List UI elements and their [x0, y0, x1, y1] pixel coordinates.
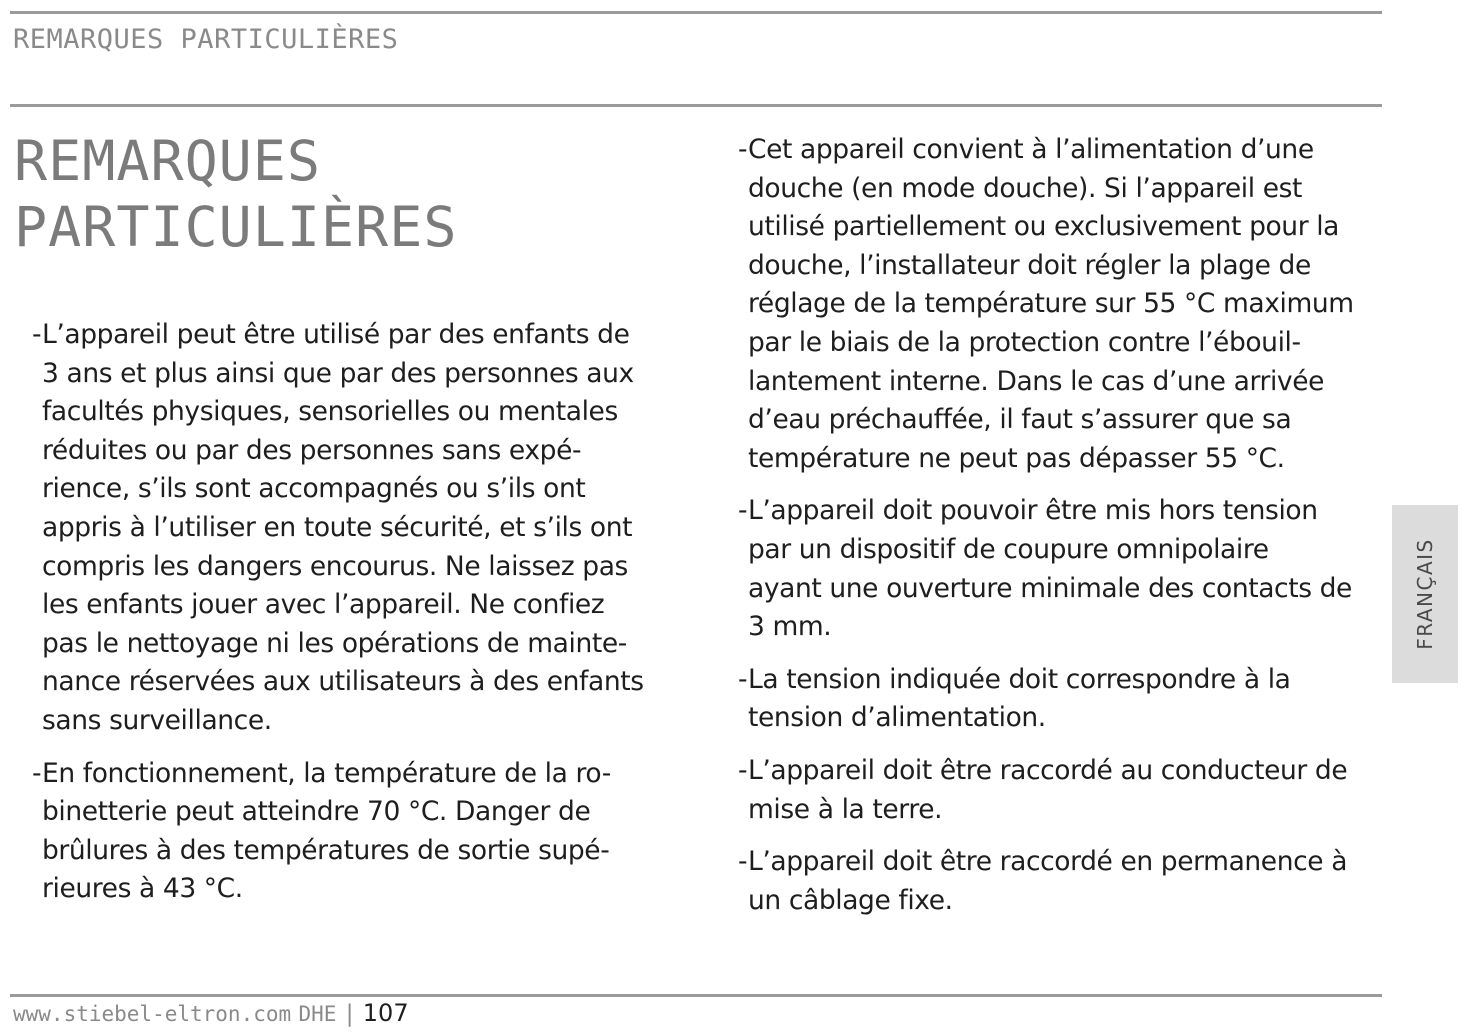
- bullet-text-line: L’appareil doit être raccordé en permanence à: [748, 846, 1348, 878]
- bullet-text-line: pas le nettoyage ni les opérations de mainte-: [42, 627, 627, 659]
- bullet-text-line: 3 mm.: [748, 611, 832, 643]
- bullet-text-line: un câblage fixe.: [748, 884, 953, 916]
- language-tab: [1392, 505, 1458, 683]
- bullet-marker: -: [738, 495, 748, 527]
- footer-url: www.stiebel-eltron.com: [13, 1002, 292, 1026]
- footer-separator: |: [345, 1001, 354, 1027]
- bullet-text-line: rience, s’ils sont accompagnés ou s’ils ont: [42, 473, 586, 505]
- bullet-text-line: réglage de la température sur 55 °C maximum: [748, 288, 1354, 320]
- bullet-marker: -: [738, 663, 748, 695]
- bullet-marker: -: [738, 754, 748, 786]
- bullet-text-line: mise à la terre.: [748, 793, 943, 825]
- bullet-marker: -: [32, 757, 42, 789]
- bullet-text-line: ayant une ouverture minimale des contacts de: [748, 572, 1352, 604]
- bullet-text-line: d’eau préchauffée, il faut s’assurer que sa: [748, 404, 1292, 436]
- bullet-item: [738, 752, 1393, 829]
- bullet-text-line: brûlures à des températures de sortie supé-: [42, 834, 610, 866]
- bullet-text-line: utilisé partiellement ou exclusivement pour la: [748, 211, 1340, 243]
- bullet-text-line: par le biais de la protection contre l’ébouil-: [748, 326, 1301, 358]
- bullet-item: [32, 316, 692, 741]
- page-title-line-2: PARTICULIÈRES: [14, 195, 458, 259]
- bullet-text-line: facultés physiques, sensorielles ou mentales: [42, 396, 618, 428]
- bullet-text-line: lantement interne. Dans le cas d’une arrivée: [748, 365, 1325, 397]
- bullet-text-line: sans surveillance.: [42, 704, 272, 736]
- bullet-marker: -: [738, 134, 748, 165]
- bullet-text-line: binetterie peut atteindre 70 °C. Danger de: [42, 796, 591, 828]
- bullet-text-line: douche (en mode douche). Si l’appareil est: [748, 172, 1303, 204]
- bullet-text-line: les enfants jouer avec l’appareil. Ne confiez: [42, 589, 605, 621]
- bullet-text-line: Cet appareil convient à l’alimentation d’une: [748, 134, 1314, 165]
- bullet-item: [32, 755, 692, 909]
- running-header: REMARQUES PARTICULIÈRES: [13, 24, 399, 55]
- bullet-marker: -: [32, 319, 42, 350]
- page-title: [14, 128, 457, 260]
- bullet-text-line: par un dispositif de coupure omnipolaire: [748, 533, 1269, 565]
- bullet-item: [738, 131, 1393, 478]
- page-title-line-1: REMARQUES: [14, 129, 322, 193]
- language-tab-label: FRANÇAIS: [1413, 538, 1437, 650]
- footer: [13, 999, 409, 1027]
- bullet-text-line: nance réservées aux utilisateurs à des enfants: [42, 666, 644, 698]
- bullet-text-line: La tension indiquée doit correspondre à la: [748, 663, 1291, 695]
- bullet-item: [738, 843, 1393, 920]
- bullet-text-line: rieures à 43 °C.: [42, 873, 243, 905]
- bullet-text-line: tension d’alimentation.: [748, 702, 1046, 734]
- bullet-marker: -: [738, 846, 748, 878]
- right-column: [738, 131, 1393, 934]
- header-bottom-rule: [10, 104, 1382, 107]
- footer-rule: [10, 994, 1382, 997]
- bullet-text-line: 3 ans et plus ainsi que par des personnes aux: [42, 357, 634, 389]
- left-column: [32, 316, 692, 923]
- bullet-text-line: compris les dangers encourus. Ne laissez pas: [42, 550, 628, 582]
- bullet-text-line: En fonctionnement, la température de la ro-: [42, 757, 611, 789]
- bullet-text-line: L’appareil peut être utilisé par des enfants de: [42, 319, 630, 350]
- page-number: 107: [362, 999, 409, 1027]
- bullet-text-line: appris à l’utiliser en toute sécurité, et s’ils ont: [42, 511, 633, 543]
- bullet-item: [738, 661, 1393, 738]
- bullet-text-line: L’appareil doit être raccordé au conducteur de: [748, 754, 1348, 786]
- bullet-item: [738, 492, 1393, 646]
- bullet-text-line: L’appareil doit pouvoir être mis hors tension: [748, 495, 1318, 527]
- bullet-text-line: réduites ou par des personnes sans expé-: [42, 434, 582, 466]
- bullet-text-line: douche, l’installateur doit régler la plage de: [748, 249, 1311, 281]
- header-top-rule: [10, 11, 1382, 14]
- bullet-text-line: température ne peut pas dépasser 55 °C.: [748, 442, 1285, 474]
- footer-model: DHE: [298, 1002, 337, 1026]
